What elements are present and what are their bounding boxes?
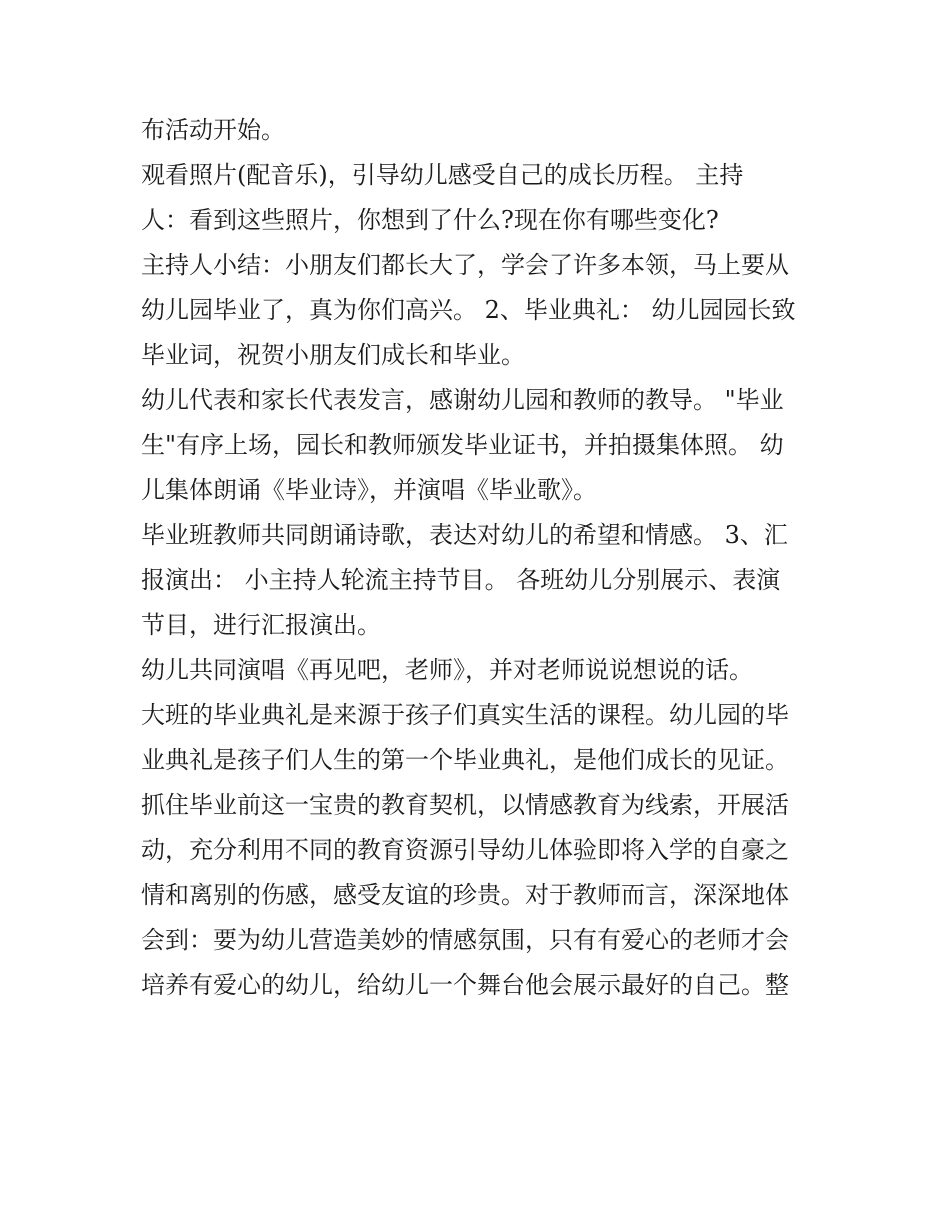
text-line: 生"有序上场，园长和教师颁发毕业证书，并拍摄集体照。 幼 (141, 431, 784, 459)
text-line: 毕业词，祝贺小朋友们成长和毕业。 (141, 341, 525, 369)
text-line: 毕业班教师共同朗诵诗歌，表达对幼儿的希望和情感。 3、汇 (141, 521, 788, 549)
text-line: 幼儿园毕业了，真为你们高兴。 2、毕业典礼： 幼儿园园长致 (141, 296, 796, 324)
text-line: 报演出： 小主持人轮流主持节目。 各班幼儿分别展示、表演 (141, 566, 781, 594)
text-line: 人：看到这些照片，你想到了什么?现在你有哪些变化? (141, 206, 719, 234)
text-line: 布活动开始。 (141, 116, 285, 144)
body-text (141, 108, 821, 1008)
text-line: 大班的毕业典礼是来源于孩子们真实生活的课程。幼儿园的毕 (141, 701, 789, 729)
text-line: 观看照片(配音乐)，引导幼儿感受自己的成长历程。 主持 (141, 161, 744, 189)
text-line: 儿集体朗诵《毕业诗》，并演唱《毕业歌》。 (141, 476, 597, 504)
text-line: 节目，进行汇报演出。 (141, 611, 381, 639)
text-line: 会到：要为幼儿营造美妙的情感氛围，只有有爱心的老师才会 (141, 926, 789, 954)
text-line: 动，充分利用不同的教育资源引导幼儿体验即将入学的自豪之 (141, 836, 789, 864)
text-line: 情和离别的伤感，感受友谊的珍贵。对于教师而言，深深地体 (141, 881, 789, 909)
text-line: 幼儿共同演唱《再见吧，老师》，并对老师说说想说的话。 (141, 656, 753, 684)
text-line: 主持人小结：小朋友们都长大了，学会了许多本领，马上要从 (141, 251, 789, 279)
text-line: 抓住毕业前这一宝贵的教育契机，以情感教育为线索，开展活 (141, 791, 789, 819)
text-line: 培养有爱心的幼儿，给幼儿一个舞台他会展示最好的自己。整 (141, 971, 789, 999)
text-line: 业典礼是孩子们人生的第一个毕业典礼，是他们成长的见证。 (141, 746, 789, 774)
text-line: 幼儿代表和家长代表发言，感谢幼儿园和教师的教导。 "毕业 (141, 386, 784, 414)
